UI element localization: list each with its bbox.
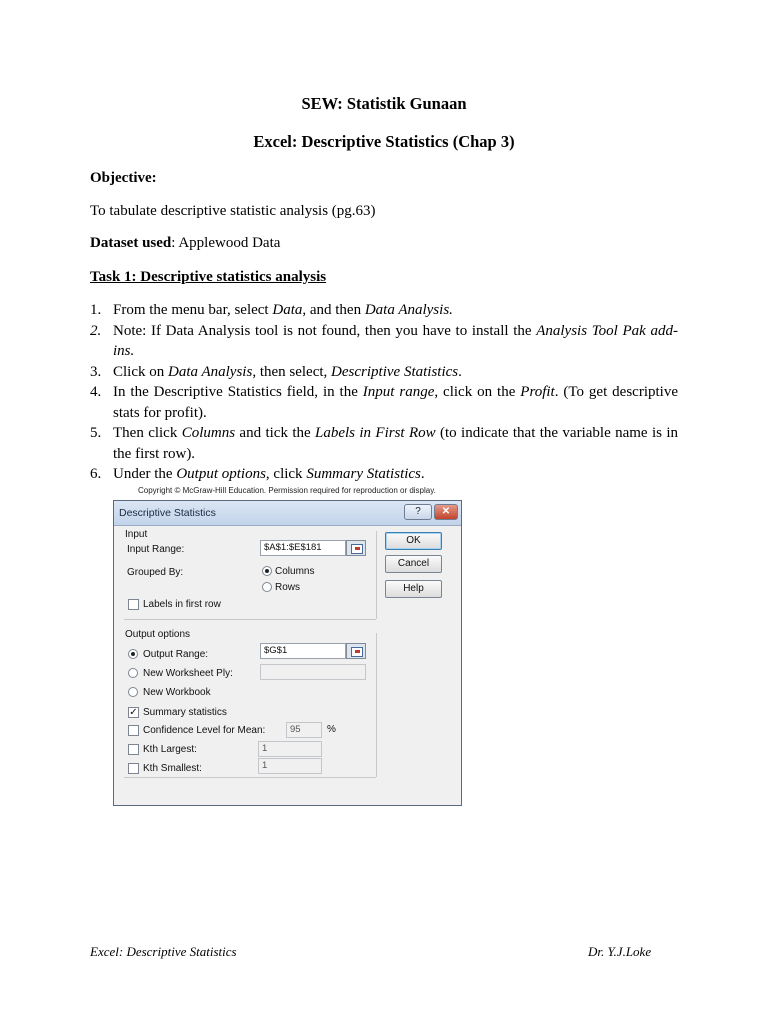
step-text-italic: Descriptive Statistics [331, 363, 459, 380]
steps-list [90, 300, 678, 485]
task-heading: Task 1: Descriptive statistics analysis [90, 269, 327, 285]
step-number: 6. [90, 466, 102, 482]
list-item [90, 382, 678, 423]
kth-smallest-label: Kth Smallest: [143, 763, 202, 774]
output-range-collapse-button[interactable] [346, 643, 366, 659]
dialog-title: Descriptive Statistics [119, 507, 216, 519]
help-button[interactable]: Help [385, 580, 442, 598]
kth-smallest-field[interactable]: 1 [258, 758, 322, 774]
input-range-collapse-button[interactable] [346, 540, 366, 556]
step-text: , click on the [434, 384, 521, 400]
list-item [90, 362, 678, 383]
confidence-level-checkbox[interactable] [128, 725, 139, 736]
step-text-italic: Data [272, 302, 303, 318]
dataset-value: : Applewood Data [171, 235, 281, 251]
step-number: 3. [90, 363, 102, 380]
summary-statistics-label: Summary statistics [143, 707, 227, 718]
document-subtitle: Excel: Descriptive Statistics (Chap 3) [253, 132, 515, 151]
dialog-titlebar [114, 501, 461, 526]
help-icon[interactable]: ? [404, 504, 432, 520]
figure-copyright: Copyright © McGraw-Hill Education. Permission required for reproduction or display. [138, 486, 436, 495]
objective-heading: Objective: [90, 170, 157, 186]
kth-smallest-checkbox[interactable] [128, 763, 139, 774]
output-range-radio[interactable] [128, 649, 138, 659]
group-divider [376, 633, 377, 777]
group-divider [124, 777, 376, 778]
document-title: SEW: Statistik Gunaan [301, 94, 467, 113]
list-item [90, 423, 678, 464]
step-text-italic: Profit [520, 384, 555, 400]
group-divider [376, 531, 377, 619]
ok-button[interactable]: OK [385, 532, 442, 550]
input-group-label: Input [125, 529, 148, 540]
kth-largest-checkbox[interactable] [128, 744, 139, 755]
summary-statistics-checkbox[interactable]: ✓ [129, 707, 138, 718]
footer-left: Excel: Descriptive Statistics [90, 944, 237, 959]
step-text: Note: If Data Analysis tool is not found, then you have to install the [113, 322, 537, 339]
step-text: Click on [113, 363, 168, 380]
step-text: and tick the [235, 425, 316, 441]
step-text-italic: Summary Statistics [306, 466, 421, 482]
grouped-by-label: Grouped By: [127, 567, 184, 578]
step-text: Then click [113, 425, 182, 441]
kth-largest-field[interactable]: 1 [258, 741, 322, 757]
step-text-italic: Data Analysis [168, 363, 253, 380]
step-number: 5. [90, 425, 102, 441]
objective-text: To tabulate descriptive statistic analysis (pg.63) [90, 203, 376, 219]
confidence-level-label: Confidence Level for Mean: [143, 725, 266, 736]
step-text-italic: Labels in First Row [315, 425, 436, 441]
step-number: 2. [90, 322, 102, 339]
columns-radio[interactable] [262, 566, 272, 576]
cancel-button[interactable]: Cancel [385, 555, 442, 573]
labels-first-row-checkbox[interactable] [128, 599, 139, 610]
labels-first-row-label: Labels in first row [143, 599, 221, 610]
step-text: Under the [113, 466, 177, 482]
step-text-italic: Input range [362, 384, 435, 400]
step-text: (to indicate that the variable name is in the first row). [113, 425, 678, 462]
input-range-field[interactable]: $A$1:$E$181 [260, 540, 346, 556]
new-workbook-radio[interactable] [128, 687, 138, 697]
rows-label: Rows [275, 582, 301, 593]
rows-radio[interactable] [262, 582, 272, 592]
list-item [90, 300, 678, 321]
footer-right: Dr. Y.J.Loke [588, 944, 652, 959]
descriptive-statistics-dialog [113, 500, 462, 806]
step-text: . [458, 363, 462, 380]
dataset-line [90, 233, 680, 254]
list-item [90, 464, 678, 485]
list-item [90, 321, 678, 362]
step-text: , then select, [252, 363, 332, 380]
group-divider [124, 619, 376, 620]
columns-label: Columns [275, 566, 315, 577]
percent-label: % [327, 724, 336, 735]
close-icon[interactable]: ✕ [434, 504, 458, 520]
step-text: In the Descriptive Statistics field, in the [113, 384, 363, 400]
range-select-icon [351, 647, 363, 657]
step-number: 1. [90, 302, 102, 318]
step-text-italic: Analysis Tool Pak add-ins. [113, 322, 679, 359]
output-group-label: Output options [125, 629, 191, 640]
step-text: . (To get descriptive stats for profit). [113, 384, 678, 421]
new-worksheet-label: New Worksheet Ply: [143, 668, 233, 679]
step-text: , and then [302, 302, 365, 318]
kth-largest-label: Kth Largest: [143, 744, 197, 755]
output-range-field[interactable]: $G$1 [260, 643, 346, 659]
step-text: . [420, 466, 425, 482]
confidence-level-field[interactable]: 95 [286, 722, 322, 738]
step-text-italic: Data Analysis. [364, 302, 453, 318]
input-range-label: Input Range: [127, 544, 185, 555]
step-text-italic: Columns [181, 425, 236, 441]
step-number: 4. [90, 384, 102, 400]
new-worksheet-radio[interactable] [128, 668, 138, 678]
output-range-label: Output Range: [143, 649, 209, 660]
range-select-icon [351, 544, 363, 554]
step-text: From the menu bar, select [113, 302, 273, 318]
step-text: , click [265, 466, 307, 482]
dataset-label: Dataset used [90, 235, 172, 251]
new-workbook-label: New Workbook [143, 687, 211, 698]
step-text-italic: Output options [176, 466, 266, 482]
new-worksheet-field[interactable] [260, 664, 366, 680]
